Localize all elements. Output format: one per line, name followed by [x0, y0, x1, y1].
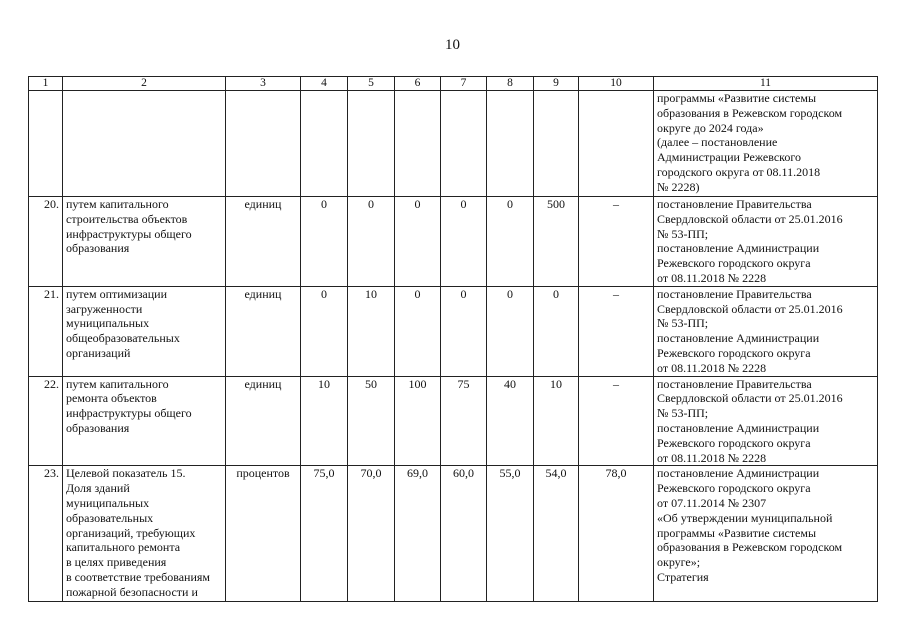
table-row	[29, 91, 878, 197]
indicator-name-line: общеобразовательных	[66, 331, 180, 346]
source-document	[654, 91, 878, 197]
indicator-name-line: Доля зданий	[66, 481, 130, 496]
source-document-line: образования в Режевском городском	[657, 540, 843, 555]
column-header: 11	[654, 77, 878, 91]
row-number: 20.	[29, 197, 63, 287]
value-cell	[487, 91, 534, 197]
source-document-line: Режевского городского округа	[657, 256, 811, 271]
value-cell: 0	[441, 286, 487, 376]
indicator-name-line: организаций, требующих	[66, 525, 196, 540]
source-document-line: от 08.11.2018 № 2228	[657, 270, 767, 285]
indicator-name-line: строительства объектов	[66, 211, 188, 226]
value-cell: 0	[395, 286, 441, 376]
unit-cell: единиц	[226, 286, 301, 376]
column-header: 5	[348, 77, 395, 91]
value-cell: 10	[534, 376, 579, 466]
source-document	[654, 466, 878, 602]
indicator-name-line: путем оптимизации	[66, 286, 168, 301]
indicator-name	[63, 286, 226, 376]
value-cell: 0	[395, 197, 441, 287]
source-document-line: образования в Режевском городском	[657, 105, 843, 120]
value-cell: 55,0	[487, 466, 534, 602]
table-row	[29, 376, 878, 466]
source-document-line: городского округа от 08.11.2018	[657, 164, 821, 179]
value-cell	[534, 91, 579, 197]
source-document-line: № 53-ПП;	[657, 226, 709, 241]
value-cell: 10	[301, 376, 348, 466]
indicator-name-line: муниципальных	[66, 495, 150, 510]
value-cell: 100	[395, 376, 441, 466]
indicator-name-line: инфраструктуры общего	[66, 226, 192, 241]
value-cell: 54,0	[534, 466, 579, 602]
source-document-line: постановление Администрации	[657, 331, 820, 346]
unit-cell: единиц	[226, 376, 301, 466]
value-cell	[395, 91, 441, 197]
value-cell: 50	[348, 376, 395, 466]
column-header: 8	[487, 77, 534, 91]
indicator-name-line: путем капитального	[66, 376, 169, 391]
source-document-line: постановление Администрации	[657, 420, 820, 435]
value-cell	[441, 91, 487, 197]
row-number	[29, 91, 63, 197]
source-document-line: постановление Правительства	[657, 286, 812, 301]
value-cell: 75,0	[301, 466, 348, 602]
value-cell	[301, 91, 348, 197]
source-document-line: № 53-ПП;	[657, 316, 709, 331]
row-number: 23.	[29, 466, 63, 602]
indicator-name-line: организаций	[66, 345, 131, 360]
source-document-line: программы «Развитие системы	[657, 525, 817, 540]
indicator-name-line: в соответствие требованиям	[66, 569, 210, 584]
source-document-line: (далее – постановление	[657, 135, 778, 150]
table-row	[29, 197, 878, 287]
source-document	[654, 286, 878, 376]
source-document-line: округе»;	[657, 555, 701, 570]
indicator-name-line: капитального ремонта	[66, 540, 181, 555]
column-header: 6	[395, 77, 441, 91]
value-cell: 40	[487, 376, 534, 466]
column-header: 1	[29, 77, 63, 91]
indicator-name-line: муниципальных	[66, 316, 150, 331]
value-cell	[348, 91, 395, 197]
column-header: 9	[534, 77, 579, 91]
value-cell: 0	[441, 197, 487, 287]
source-document-line: от 08.11.2018 № 2228	[657, 450, 767, 465]
source-document	[654, 376, 878, 466]
indicator-name-line: ремонта объектов	[66, 391, 157, 406]
value-cell	[579, 91, 654, 197]
indicator-name	[63, 376, 226, 466]
source-document-line: Режевского городского округа	[657, 481, 811, 496]
table-row	[29, 286, 878, 376]
value-cell: –	[579, 376, 654, 466]
value-cell: 0	[487, 286, 534, 376]
indicator-name-line: путем капитального	[66, 197, 169, 211]
source-document	[654, 197, 878, 287]
source-document-line: Стратегия	[657, 569, 709, 584]
indicators-table	[28, 76, 878, 602]
unit-cell	[226, 91, 301, 197]
value-cell: 0	[487, 197, 534, 287]
value-cell: 60,0	[441, 466, 487, 602]
indicator-name-line: инфраструктуры общего	[66, 406, 192, 421]
page-number: 10	[445, 37, 460, 53]
column-header: 3	[226, 77, 301, 91]
source-document-line: постановление Администрации	[657, 241, 820, 256]
table-row	[29, 466, 878, 602]
value-cell: 75	[441, 376, 487, 466]
source-document-line: постановление Правительства	[657, 376, 812, 391]
indicator-name-line: образования	[66, 241, 130, 256]
indicator-name	[63, 466, 226, 602]
value-cell: 0	[534, 286, 579, 376]
column-header: 4	[301, 77, 348, 91]
column-header: 2	[63, 77, 226, 91]
indicator-name-line: Целевой показатель 15.	[66, 466, 186, 481]
value-cell: 78,0	[579, 466, 654, 602]
indicator-name-line: в целях приведения	[66, 555, 167, 570]
column-header: 10	[579, 77, 654, 91]
column-header: 7	[441, 77, 487, 91]
indicator-name-line: образовательных	[66, 510, 154, 525]
source-document-line: № 2228)	[657, 179, 700, 194]
value-cell: 0	[301, 197, 348, 287]
value-cell: 70,0	[348, 466, 395, 602]
source-document-line: программы «Развитие системы	[657, 91, 817, 105]
source-document-line: от 07.11.2014 № 2307	[657, 495, 767, 510]
source-document-line: Свердловской области от 25.01.2016	[657, 301, 843, 316]
value-cell: 69,0	[395, 466, 441, 602]
source-document-line: № 53-ПП;	[657, 406, 709, 421]
row-number: 21.	[29, 286, 63, 376]
value-cell: –	[579, 197, 654, 287]
indicator-name-line: пожарной безопасности и	[66, 584, 198, 599]
table-header-row	[29, 77, 878, 91]
source-document-line: от 08.11.2018 № 2228	[657, 360, 767, 375]
source-document-line: Режевского городского округа	[657, 345, 811, 360]
indicator-name	[63, 91, 226, 197]
value-cell: 10	[348, 286, 395, 376]
source-document-line: постановление Правительства	[657, 197, 812, 211]
indicator-name-line: образования	[66, 420, 130, 435]
row-number: 22.	[29, 376, 63, 466]
source-document-line: Режевского городского округа	[657, 435, 811, 450]
source-document-line: постановление Администрации	[657, 466, 820, 481]
source-document-line: Свердловской области от 25.01.2016	[657, 391, 843, 406]
value-cell: 500	[534, 197, 579, 287]
source-document-line: «Об утверждении муниципальной	[657, 510, 833, 525]
indicator-name-line: загруженности	[66, 301, 143, 316]
indicator-name	[63, 197, 226, 287]
unit-cell: единиц	[226, 197, 301, 287]
value-cell: –	[579, 286, 654, 376]
unit-cell: процентов	[226, 466, 301, 602]
value-cell: 0	[301, 286, 348, 376]
source-document-line: Администрации Режевского	[657, 150, 802, 165]
source-document-line: округе до 2024 года»	[657, 120, 764, 135]
source-document-line: Свердловской области от 25.01.2016	[657, 211, 843, 226]
value-cell: 0	[348, 197, 395, 287]
